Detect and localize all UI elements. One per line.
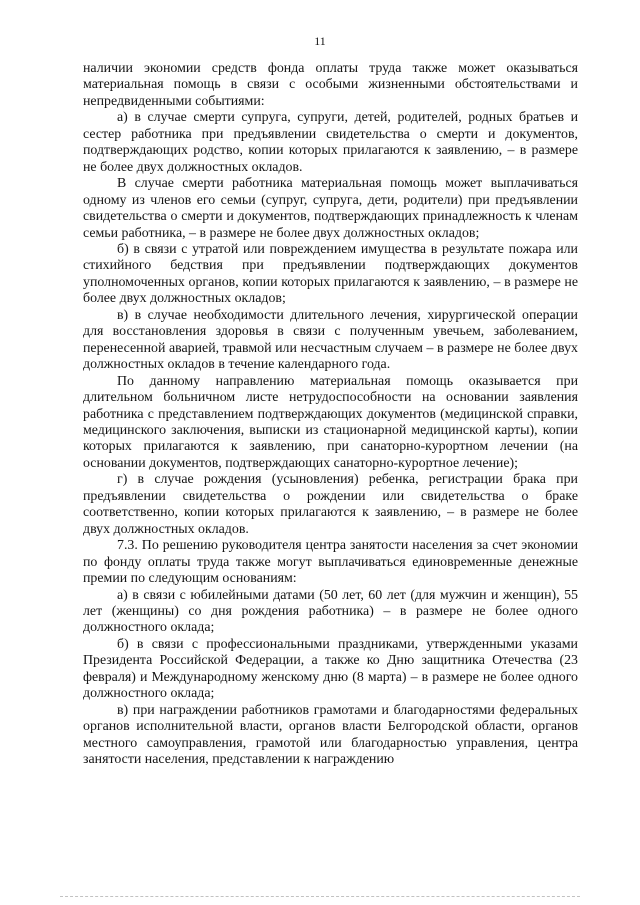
paragraph-item-a-anniversary: а) в связи с юбилейными датами (50 лет, 60 лет (для мужчин и женщин), 55 лет (женщины) со дня рождения работника) – в размере не более одного должностного оклада; — [83, 587, 578, 636]
scan-edge-line — [60, 896, 580, 897]
paragraph-sick-leave: По данному направлению материальная помощь оказывается при длительном больничном листе нетрудоспособности на основании заявления работника с представлением подтверждающих документов (медицинской справки, медицинского заключения, выписки из стационарной медицинской карты), копии которых прилагаются к заявлению, при санаторно-курортном лечении (на основании документов, подтверждающих санаторно-курортное лечение); — [83, 373, 578, 471]
paragraph-item-b-holidays: б) в связи с профессиональными праздниками, утвержденными указами Президента Российской Федерации, а также ко Дню защитника Отечества (23 февраля) и Международному женскому дню (8 марта) – в размере не более одного должностного оклада; — [83, 636, 578, 702]
paragraph-item-b-property-loss: б) в связи с утратой или повреждением имущества в результате пожара или стихийного бедствия при предъявлении подтверждающих документов уполномоченных органов, копии которых прилагаются к заявлению, – в размере не более двух должностных окладов; — [83, 241, 578, 307]
paragraph-item-a-death-relatives: а) в случае смерти супруга, супруги, детей, родителей, родных братьев и сестер работника при предъявлении свидетельства о смерти и документов, подтверждающих родство, копии которых прилагаются к заявлению, – в размере не более двух должностных окладов. — [83, 110, 578, 175]
paragraph-intro: наличии экономии средств фонда оплаты труда также может оказываться материальная помощь в связи с особыми жизненными обстоятельствами и непредвиденными событиями: — [83, 61, 578, 109]
paragraph-section-7-3: 7.3. По решению руководителя центра занятости населения за счет экономии по фонду оплаты труда также могут выплачиваться единовременные денежные премии по следующим основаниям: — [83, 538, 578, 587]
page-number: 11 — [314, 34, 326, 48]
paragraph-death-of-employee: В случае смерти работника материальная помощь может выплачиваться одному из членов его семьи (супруг, супруга, дети, родители) при предъявлении свидетельства о смерти и документов, подтверждающих принадлежность к членам семьи работника, – в размере не более двух должностных окладов; — [83, 176, 578, 241]
document-body — [83, 61, 578, 768]
paragraph-item-v-awards: в) при награждении работников грамотами и благодарностями федеральных органов исполнительной власти, органов власти Белгородской области, органов местного самоуправления, грамотой или благодарностью управления, центра занятости населения, представлении к награждению — [83, 702, 578, 768]
paragraph-item-g-birth-marriage: г) в случае рождения (усыновления) ребенка, регистрации брака при предъявлении свидетельства о рождении или свидетельства о браке соответственно, копии которых прилагаются к заявлению, – в размере не более двух должностных окладов. — [83, 472, 578, 537]
paragraph-item-v-long-treatment: в) в случае необходимости длительного лечения, хирургической операции для восстановления здоровья в связи с полученным увечьем, заболеванием, перенесенной аварией, травмой или несчастным случаем – в размере не более двух должностных окладов в течение календарного года. — [83, 307, 578, 373]
